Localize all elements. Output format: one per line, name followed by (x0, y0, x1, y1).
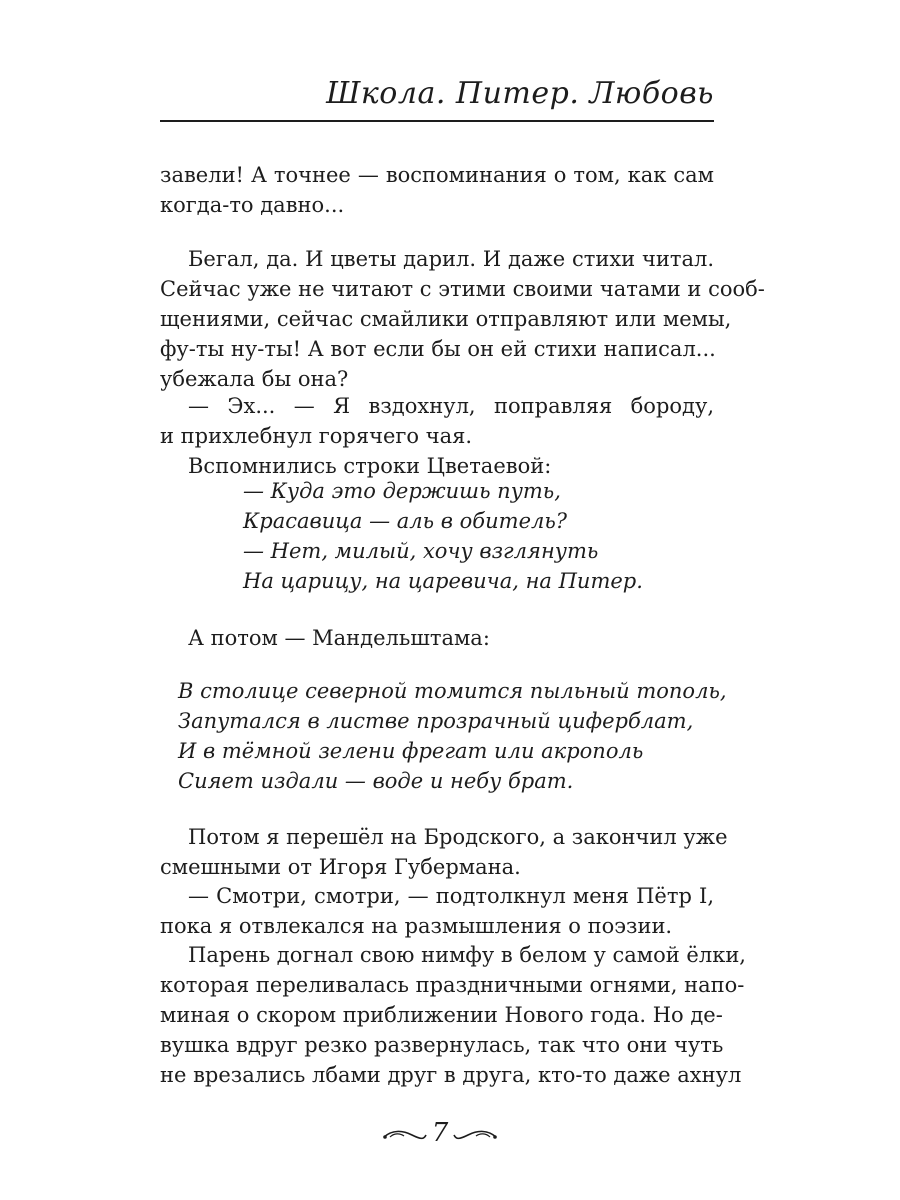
text-line: А потом — Мандельштама: (188, 626, 490, 650)
text-line: щениями, сейчас смайлики отправляют или мемы, (160, 307, 732, 331)
text-line: завели! А точнее — воспоминания о том, как сам (160, 163, 714, 187)
header-rule (160, 120, 714, 122)
page-number: 7 (431, 1118, 449, 1148)
poem-line: — Нет, милый, хочу взглянуть (243, 539, 599, 563)
text-line: фу-ты ну-ты! А вот если бы он ей стихи написал... (160, 337, 716, 361)
poem-line: И в тёмной зелени фрегат или акрополь (178, 739, 644, 763)
poem-line: В столице северной томится пыльный тополь, (178, 679, 727, 703)
text-line: которая переливалась праздничными огнями, напо- (160, 973, 745, 997)
poem-line: Сияет издали — воде и небу брат. (178, 769, 574, 793)
text-line: убежала бы она? (160, 367, 349, 391)
text-line: и прихлебнул горячего чая. (160, 424, 473, 448)
text-line: Бегал, да. И цветы дарил. И даже стихи читал. (188, 247, 714, 271)
poem-line: На царицу, на царевича, на Питер. (243, 569, 643, 593)
running-head (160, 72, 714, 122)
running-title: Школа. Питер. Любовь (326, 76, 714, 111)
text-line: Сейчас уже не читают с этими своими чатами и сооб- (160, 277, 765, 301)
text-line: миная о скором приближении Нового года. Но де- (160, 1003, 723, 1027)
page-number-folio (380, 1118, 500, 1154)
text-line: вушка вдруг резко развернулась, так что они чуть (160, 1033, 724, 1057)
poem-line: Запутался в листве прозрачный циферблат, (178, 709, 694, 733)
text-line: не врезались лбами друг в друга, кто-то даже ахнул (160, 1063, 742, 1087)
text-line: когда-то давно... (160, 193, 345, 217)
text-line: пока я отвлекался на размышления о поэзии. (160, 914, 673, 938)
swirl-ornament-right-icon (452, 1128, 498, 1142)
poem-line: — Куда это держишь путь, (243, 479, 561, 503)
text-line: Парень догнал свою нимфу в белом у самой ёлки, (188, 943, 746, 967)
text-line: смешными от Игоря Губермана. (160, 855, 521, 879)
poem-line: Красавица — аль в обитель? (243, 509, 568, 533)
text-line: Вспомнились строки Цветаевой: (188, 454, 552, 478)
text-line: Потом я перешёл на Бродского, а закончил уже (188, 825, 728, 849)
text-line: — Смотри, смотри, — подтолкнул меня Пётр I, (188, 884, 714, 908)
text-line: — Эх... — Я вздохнул, поправляя бороду, (188, 394, 714, 418)
